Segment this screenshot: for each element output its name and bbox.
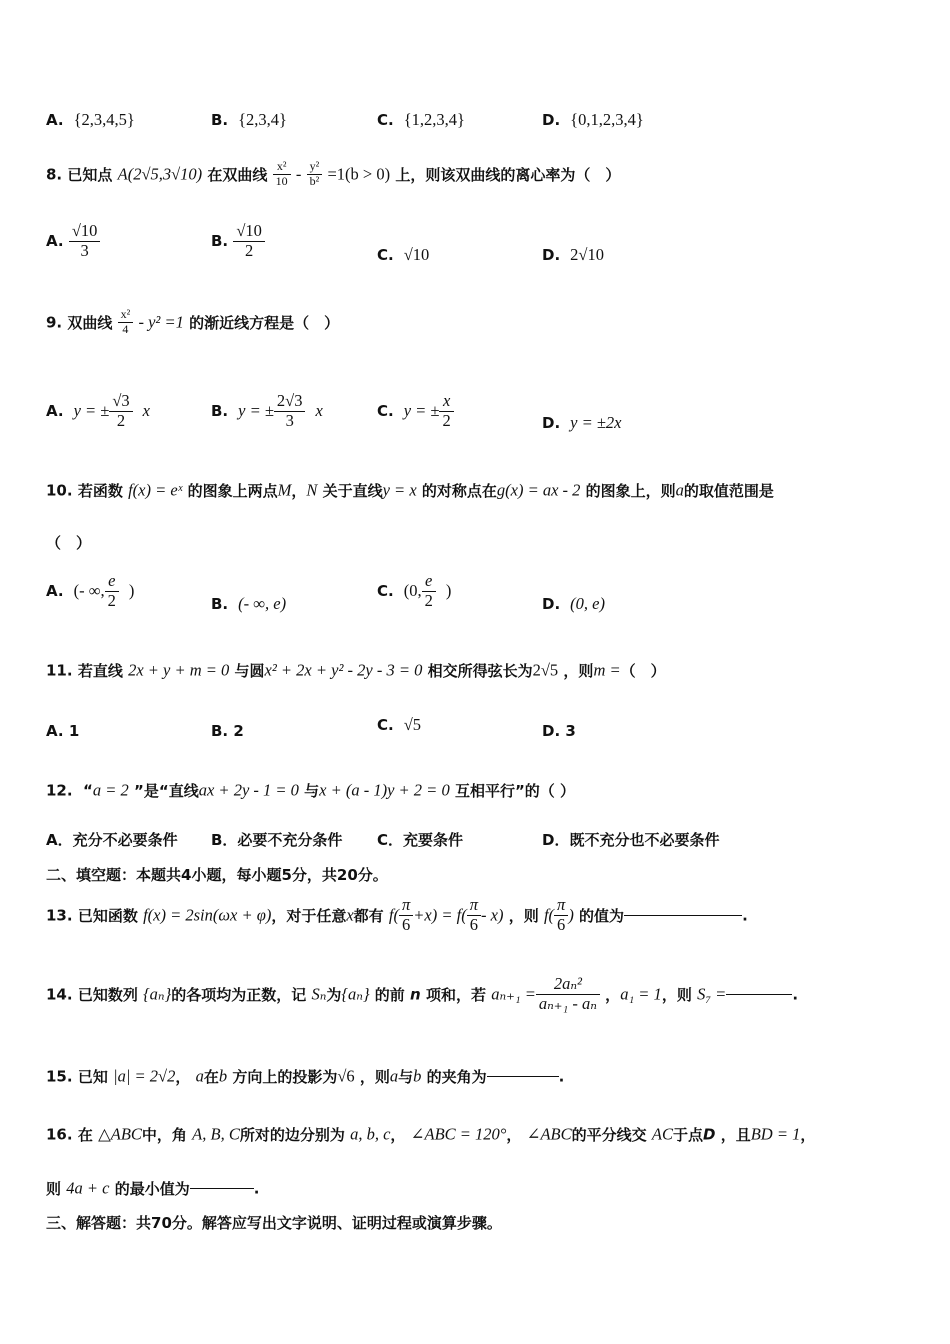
q11-option-c: C. √5	[377, 715, 422, 734]
answer-blank	[487, 1076, 559, 1077]
q10-option-c: C. (0, $\frac{e}{2}$ )	[377, 571, 452, 610]
section-2-heading: 二、填空题：本题共4小题，每小题5分，共20分。	[46, 866, 388, 884]
q8-option-a: A. $\frac{√10}{3}$	[46, 222, 100, 261]
answer-blank	[190, 1188, 254, 1189]
q12-option-b: B．必要不充分条件	[211, 831, 343, 849]
q9-option-b: B. y = ± $\frac{2√3}{3}$ x	[211, 391, 323, 430]
answer-blank	[726, 994, 792, 995]
q10-option-b: B. (- ∞, e)	[211, 594, 287, 613]
q7-option-d: D. {0,1,2,3,4}	[542, 110, 644, 129]
question-16: 16. 在 △ABC中，角 A, B, C所对的边分别为 a, b, c， ∠ABC = 120°， ∠ABC的平分线交 AC于点D ，且BD = 1，	[46, 1124, 816, 1144]
question-12: 12. “a = 2 ”是“直线ax + 2y - 1 = 0 与x + (a - 1)y + 2 = 0 互相平行”的（ ）	[46, 780, 576, 800]
q12-option-a: A．充分不必要条件	[46, 831, 178, 849]
q11-option-b: B. 2	[211, 722, 244, 740]
question-16-line2: 则 4a + c 的最小值为 .	[46, 1178, 260, 1198]
q8-option-d: D. 2√10	[542, 245, 604, 264]
q7-option-a: A. {2,3,4,5}	[46, 110, 135, 129]
question-10-paren: （ ）	[46, 534, 92, 552]
answer-blank	[624, 915, 742, 916]
question-11: 11. 若直线 2x + y + m = 0 与圆x² + 2x + y² - 2y - 3 = 0 相交所得弦长为2√5 ，则m =（ ）	[46, 660, 666, 680]
q10-option-d: D. (0, e)	[542, 594, 605, 613]
fraction: $\frac{\text{x²}}{10}$	[273, 160, 291, 189]
q8-option-b: B. $\frac{√10}{2}$	[211, 222, 265, 261]
q11-option-d: D. 3	[542, 722, 576, 740]
question-13: 13. 已知函数 f(x) = 2sin(ωx + φ)，对于任意x都有 f( $\frac{\pi}{6}$ +x) = f( $\frac{\pi}{6}$ - x) ，则 f( $\frac{\pi}{6}$ ) 的值为 .	[46, 895, 748, 934]
question-15: 15. 已知 |a| = 2√2， a在b 方向上的投影为√6 ，则a与b 的夹角为 .	[46, 1066, 565, 1086]
q7-option-b: B. {2,3,4}	[211, 110, 287, 129]
question-14: 14. 已知数列 {aₙ}的各项均为正数，记 Sₙ为{aₙ} 的前 n 项和，若 aₙ₊₁ = $\frac{\text{2aₙ²}}{\text{aₙ₊₁ - aₙ}}$ ，a₁ = 1，则 S₇ = .	[46, 974, 799, 1013]
section-3-heading: 三、解答题：共70分。解答应写出文字说明、证明过程或演算步骤。	[46, 1214, 502, 1232]
q10-option-a: A. (- ∞, $\frac{e}{2}$ )	[46, 571, 135, 610]
q12-option-c: C．充要条件	[377, 831, 464, 849]
q8-option-c: C. √10	[377, 245, 430, 264]
fraction: $\frac{\text{y²}}{\text{b²}}$	[307, 160, 323, 189]
q9-option-c: C. y = ± $\frac{x}{2}$	[377, 392, 454, 431]
q11-option-a: A. 1	[46, 722, 80, 740]
q12-option-d: D．既不充分也不必要条件	[542, 831, 720, 849]
question-8: 8. 已知点 A(2√5,3√10) 在双曲线 $\frac{\text{x²}}{10}$ - $\frac{\text{y²}}{\text{b²}}$ =1(b > 0) 上，则该双曲线的离心率为（ ）	[46, 159, 621, 188]
q7-option-c: C. {1,2,3,4}	[377, 110, 465, 129]
q9-option-d: D. y = ±2x	[542, 413, 622, 432]
q9-option-a: A. y = ± $\frac{√3}{2}$ x	[46, 391, 150, 430]
question-10: 10. 若函数 f(x) = eˣ 的图象上两点M，N 关于直线y = x 的对称点在g(x) = ax - 2 的图象上，则a的取值范围是	[46, 480, 774, 500]
question-9: 9. 双曲线 $\frac{\text{x²}}{4}$ - y² =1 的渐近线方程是（ ）	[46, 307, 340, 336]
